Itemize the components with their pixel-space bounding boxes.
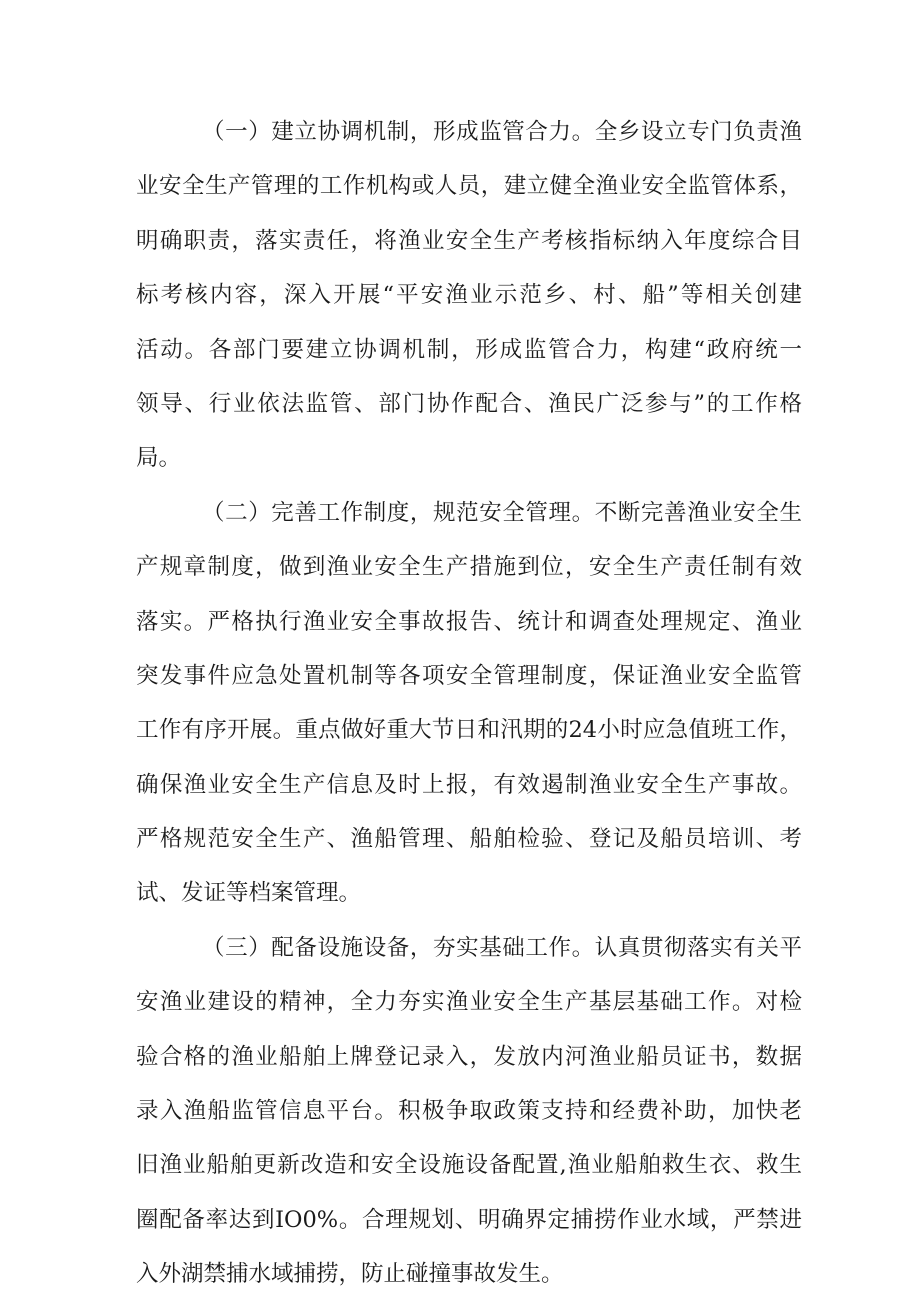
paragraph-line: 工作有序开展。重点做好重大节日和汛期的24小时应急值班工作， — [136, 717, 802, 744]
paragraph-3 — [136, 928, 802, 1294]
paragraph-line: 圈配备率达到IO0%。合理规划、明确界定捕捞作业水域，严禁进 — [136, 1206, 802, 1233]
paragraph-line: 严格规范安全生产、渔船管理、船舶检验、登记及船员培训、考 — [136, 826, 802, 853]
paragraph-line: 旧渔业船舶更新改造和安全设施设备配置,渔业船舶救生衣、救生 — [136, 1152, 802, 1179]
paragraph-line: 安渔业建设的精神，全力夯实渔业安全生产基层基础工作。对检 — [136, 989, 802, 1016]
paragraph-line: （一）建立协调机制，形成监管合力。全乡设立专门负责渔 — [202, 119, 802, 145]
paragraph-line: 试、发证等档案管理。 — [136, 880, 362, 907]
paragraph-line: 产规章制度，做到渔业安全生产措施到位，安全生产责任制有效 — [136, 554, 802, 581]
paragraph-line: 录入渔船监管信息平台。积极争取政策支持和经费补助，加快老 — [136, 1098, 802, 1125]
paragraph-line: 业安全生产管理的工作机构或人员，建立健全渔业安全监管体系， — [136, 173, 802, 200]
document-page — [136, 112, 802, 1309]
paragraph-line: （三）配备设施设备，夯实基础工作。认真贯彻落实有关平 — [202, 934, 802, 961]
paragraph-line: 领导、行业依法监管、部门协作配合、渔民广泛参与”的工作格 — [136, 390, 802, 417]
paragraph-line: 入外湖禁捕水域捕捞，防止碰撞事故发生。 — [136, 1261, 564, 1288]
paragraph-1 — [136, 112, 802, 478]
paragraph-line: 落实。严格执行渔业安全事故报告、统计和调查处理规定、渔业 — [136, 608, 802, 635]
paragraph-line: 活动。各部门要建立协调机制，形成监管合力，构建“政府统一 — [136, 336, 802, 363]
paragraph-line: 标考核内容，深入开展“平安渔业示范乡、村、船”等相关创建 — [136, 282, 802, 309]
paragraph-line: 突发事件应急处置机制等各项安全管理制度，保证渔业安全监管 — [136, 662, 802, 689]
paragraph-2 — [136, 493, 802, 914]
paragraph-line: 验合格的渔业船舶上牌登记录入，发放内河渔业船员证书，数据 — [136, 1043, 802, 1070]
paragraph-line: （二）完善工作制度，规范安全管理。不断完善渔业安全生 — [202, 499, 802, 526]
paragraph-line: 局。 — [136, 445, 182, 472]
paragraph-line: 明确职责，落实责任，将渔业安全生产考核指标纳入年度综合目 — [136, 227, 802, 254]
paragraph-line: 确保渔业安全生产信息及时上报，有效遏制渔业安全生产事故。 — [136, 771, 802, 798]
